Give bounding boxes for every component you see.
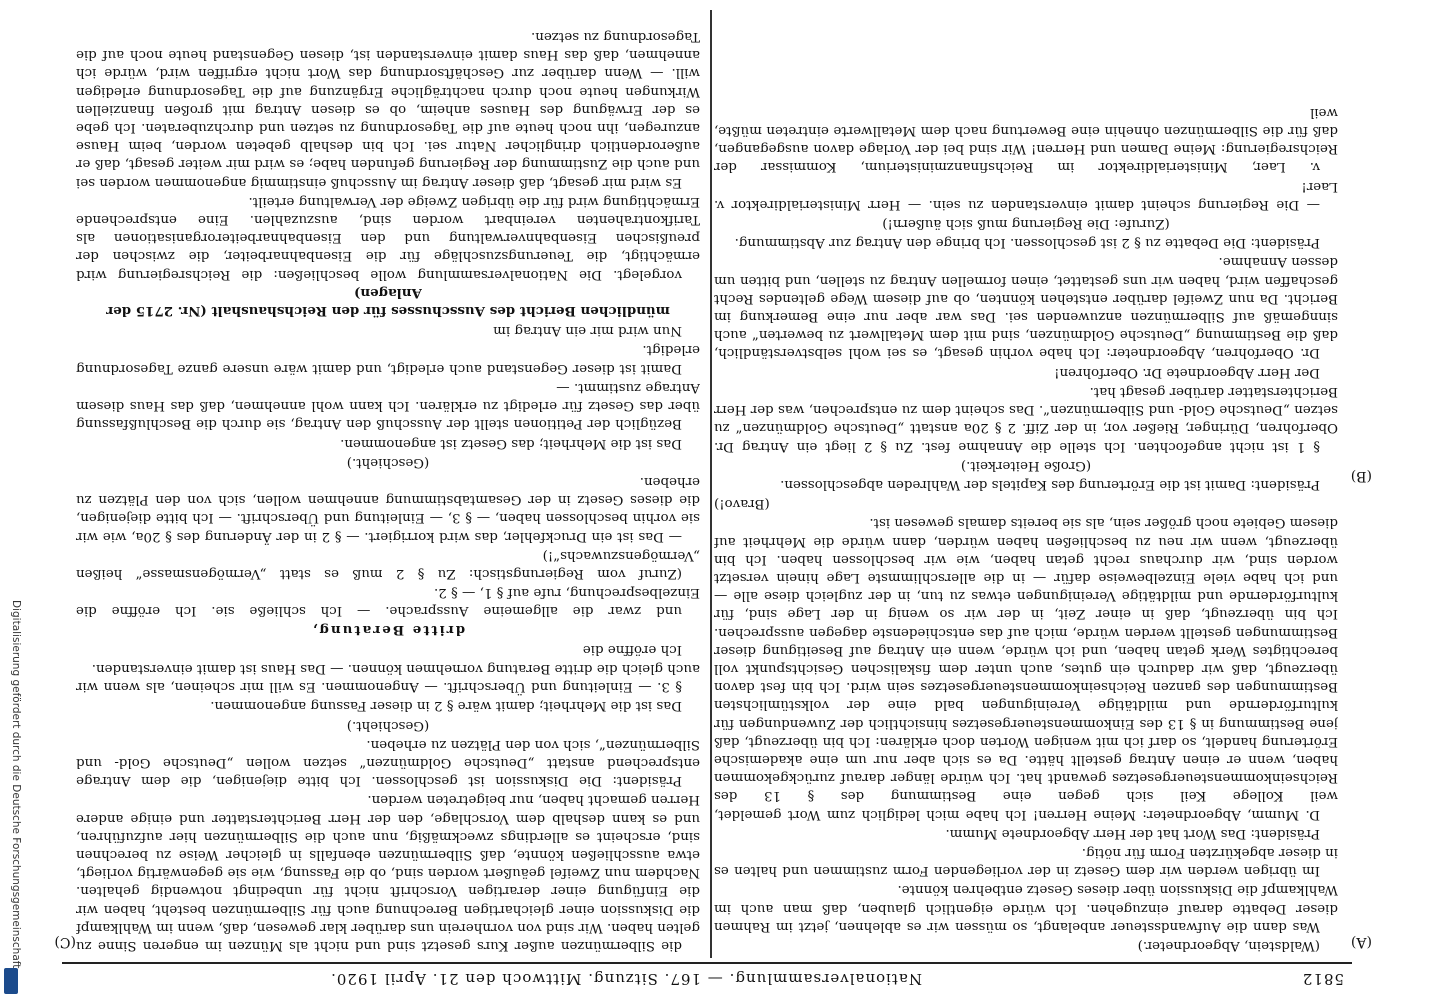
paragraph: Der Herr Abgeordnete Dr. Oberfohren! [1054,364,1320,380]
margin-mark-b: (B) [1350,468,1372,484]
paragraph: Es wird mir gesagt, daß dieser Antrag im Ausschuß einstimmig angenommen worden sei und auch die Zustimmung der Regierung gefunden habe; es wird mir weiter gesagt, daß er außerordentlich dringlicher Natur sei. Ich bin deshalb gebeten worden, beim Hause anzuregen, ihn noch heute auf die Tagesordnung zu setzen und durchzuberaten. Ich gebe es der Erwägung des Hauses anheim, ob es diesen Antrag mit großen finanziellen Wirkungen heute noch durch nachträgliche Ergänzung auf die Tagesordnung erledigen will. — Wenn darüber zur Geschäftsordnung das Wort nicht ergriffen wird, würde ich annehmen, daß das Haus damit einverstanden ist, diesen Gegenstand heute noch auf die Tagesordnung zu setzen. [76,29,700,190]
paragraph: (Waldstein, Abgeordneter.) [1137,938,1320,953]
paragraph: Damit ist dieser Gegenstand auch erledigt, und damit wäre unsere ganze Tagesordnung erledigt. [76,342,700,376]
page-rotated-content [54,6,1372,994]
paragraph: (Große Heiterkeit.) [960,457,1092,473]
margin-mark-a: (A) [1350,934,1372,950]
paragraph: Präsident: Damit ist die Erörterung des Kapitels der Wahlreden abgeschlossen. [780,476,1320,492]
paragraph: (Bravo!) [714,496,770,512]
digitization-footer [6,600,26,990]
right-text-column [76,14,700,954]
section-heading: mündlichen Bericht des Ausschusses für den Reichshaushalt (Nr. 2715 der Anlagen) [106,284,670,320]
paragraph: Dr. Oberfohren, Abgeordneter: Ich habe vorhin gesagt, es sei wohl selbstverständlich, daß die Bestimmung „Deutsche Goldmünzen, sind mit dem Metallwert zu bewerten“ auch sinngemäß auf Silbermünzen anzuwenden sei. Das war aber nur eine Bemerkung im Bericht. Da nun Zweifel darüber entstehen könnten, ob auf diesem Wege geltendes Recht geschaffen wird, haben wir uns gestattet, einen formellen Antrag zu stellen, und bitten um dessen Annahme. [714,254,1338,361]
paragraph: Was dann die Aufwandssteuer anbelangt, so müssen wir es ablehnen, jetzt im Rahmen dieser Debatte darauf einzugehen. Ich würde eigentlich glauben, daß man auch im Wahlkampf die Diskussion über dieses Gesetz entbehren könnte. [714,882,1338,934]
paragraph: (Geschieht.) [346,717,430,733]
paragraph: § 1 ist nicht angefochten. Ich stelle die Annahme fest. Zu § 2 liegt ein Antrag Dr. Oberfohren, Düringer, Rießer vor, in der Ziff. 2 § 20a anstatt „Deutsche Goldmünzen“ zu setzen „Deutsche Gold- und Silbermünzen“. Das scheint dem zu entsprechen, was der Herr Berichterstatter darüber gesagt hat. [714,383,1338,454]
page-header [62,962,1352,994]
paragraph: Das ist die Mehrheit; damit wäre § 2 in dieser Fassung angenommen. [210,698,682,714]
paragraph: Im übrigen werden wir dem Gesetz in der vorliegenden Form zustimmen und halten es in dieser abgekürzten Form für nötig. [714,844,1338,879]
paragraph: Präsident: Die Diskussion ist geschlossen. Ich bitte diejenigen, die dem Antrage entsprechend anstatt „Deutsche Goldmünzen“ setzen wollen „Deutsche Gold- und Silbermünzen“, sich von den Plätzen zu erheben. [76,736,700,789]
column-divider [711,10,713,958]
paragraph: vorgelegt. Die Nationalversammlung wolle beschließen: die Reichsregierung wird ermächtigt, die Teuerungszuschläge für die Eisenbahnarbeiter, die zwischen der preußischen Eisenbahnverwaltung und den Eisenbahnarbeiterorganisationen als Tarifkontrahenten vereinbart worden sind, auszuzahlen. Eine entsprechende Ermächtigung wird für die übrigen Zweige der Verwaltung erteilt. [76,193,700,282]
paragraph: — Das ist ein Druckfehler, das wird korrigiert. — § 2 in der Änderung des § 20a, wie wir sie vorhin beschlossen haben, — § 3, — Einleitung und Überschrift. — Ich bitte diejenigen, die dieses Gesetz in der Gesamtabstimmung annehmen wollen, sich von den Plätzen zu erheben. [76,473,700,544]
paragraph: D. Mumm, Abgeordneter: Meine Herren! Ich habe mich lediglich zum Wort gemeldet, weil Kollege Keil sich gegen eine Bestimmung des § 13 des Reichseinkommensteuergesetzes gewandt hat. Ich würde länger darauf zurückgekommen haben, wenn er einen Antrag gestellt hätte. Da es sich aber nur um eine akademische Erörterung handelt, so darf ich mit wenigen Worten doch erklären: Ich bin überzeugt, daß jene Bestimmung in § 13 des Einkommensteuergesetzes hinsichtlich der Zuwendungen für kulturfördernde und mildtätige Vereinigungen bald eine der volkstümlichsten Bestimmungen des ganzen Reichseinkommensteuergesetzes sein wird. Ich bin fest davon überzeugt, daß wir dadurch ein gutes, auch unter dem fiskalischen Gesichtspunkt voll berechtigtes Werk getan haben, und ich würde, wenn ein Antrag auf Beseitigung dieser Bestimmungen gestellt werden würde, mich auf das entschiedenste dagegen aussprechen. Ich bin überzeugt, daß in einer Zeit, in der wir so wenig in der Lage sind, für kulturfördernde und mildtätige Vereinigungen etwas zu tun, in der zugleich diese alle — und ich habe viele Einzelbeweise dafür — in die allerschlimmste Lage hinein versetzt worden sind, wir durchaus recht getan haben, wie wir beschlossen haben. Ich bin überzeugt, wenn wir neu zu beschließen haben würden, dann würde die Mehrheit auf diesem Gebiete noch größer sein, als sie bereits damals gewesen ist. [714,515,1338,822]
paragraph: § 3. — Einleitung und Überschrift. — Angenommen. Es will mir scheinen, als wenn wir auch gleich die dritte Beratung vornehmen können. — Das Haus ist damit einverstanden. [76,660,700,695]
paragraph: Das ist die Mehrheit; das Gesetz ist angenommen. [340,435,682,451]
paragraph: (Zuruf vom Regierungstisch: Zu § 2 muß es statt „Vermögensmasse“ heißen „Vermögenszuwachs“!) [76,547,700,581]
paragraph: (Geschieht.) [346,454,430,470]
paragraph: Präsident: Die Debatte zu § 2 ist geschlossen. Ich bringe den Antrag zur Abstimmung. [734,235,1320,251]
paragraph: die Silbermünzen außer Kurs gesetzt sind und nicht als Münzen im engeren Sinne zu gelten haben. Wir sind von vornherein uns darüber klar gewesen, daß, wenn im Wahlkampf die Diskussion einer gleichartigen Berechnung auch für Silbermünzen besteht, haben wir die Einfügung einer derartigen Vorschrift nicht für unbedingt notwendig gehalten. Nachdem nun Zweifel geäußert worden sind, ob die Fassung, wie sie gegenwärtig vorliegt, etwa ausschließen könnte, daß Silbermünzen ebenfalls in gleicher Weise zu berechnen sind, erscheint es allerdings zweckmäßig, nun auch die Silbermünzen hier aufzuführen, und es kann deshalb dem Vorschlage, den der Herr Berichterstatter und einige andere Herren gemacht haben, nur beigetreten werden. [76,792,700,953]
page-number: 5812 [1301,970,1344,988]
section-heading: dritte Beratung, [310,621,466,638]
paragraph: Ich eröffne die [582,641,682,657]
paragraph: (Zurufe: Die Regierung muß sich äußern!) [882,216,1170,232]
footer-text: Digitalisierung gefördert durch die Deutsche Forschungsgemeinschaft [10,600,22,969]
paragraph: Präsident: Das Wort hat der Herr Abgeordnete Mumm. [945,825,1320,841]
paragraph: — Die Regierung scheint damit einverstanden zu sein. — Herr Ministerialdirektor v. Laer! [714,178,1338,212]
dfg-logo-icon [4,968,18,994]
paragraph: Nun wird mir ein Antrag im [493,323,682,339]
page-title: Nationalversammlung. — 167. Sitzung. Mittwoch den 21. April 1920. [330,970,922,988]
paragraph: Bezüglich der Petitionen stellt der Ausschuß den Antrag, sie durch die Beschlußfassung über das Gesetz für erledigt zu erklären. Ich kann wohl annehmen, daß das Haus diesem Antrage zustimmt. — [76,379,700,432]
left-text-column [714,14,1338,954]
margin-mark-c: (C) [54,934,76,950]
paragraph: v. Laer, Ministerialdirektor im Reichsfinanzministerium, Kommissar der Reichsregierung: Meine Damen und Herren! Wir sind bei der Vorlage davon ausgegangen, daß für die Silbermünzen ohnehin eine Bewertung nach dem Metallwerte eintreten müßte, weil [714,104,1338,175]
paragraph: und zwar die allgemeine Aussprache. — Ich schließe sie. Ich eröffne die Einzelbesprechung, rufe auf § 1, — § 2. [76,585,700,619]
